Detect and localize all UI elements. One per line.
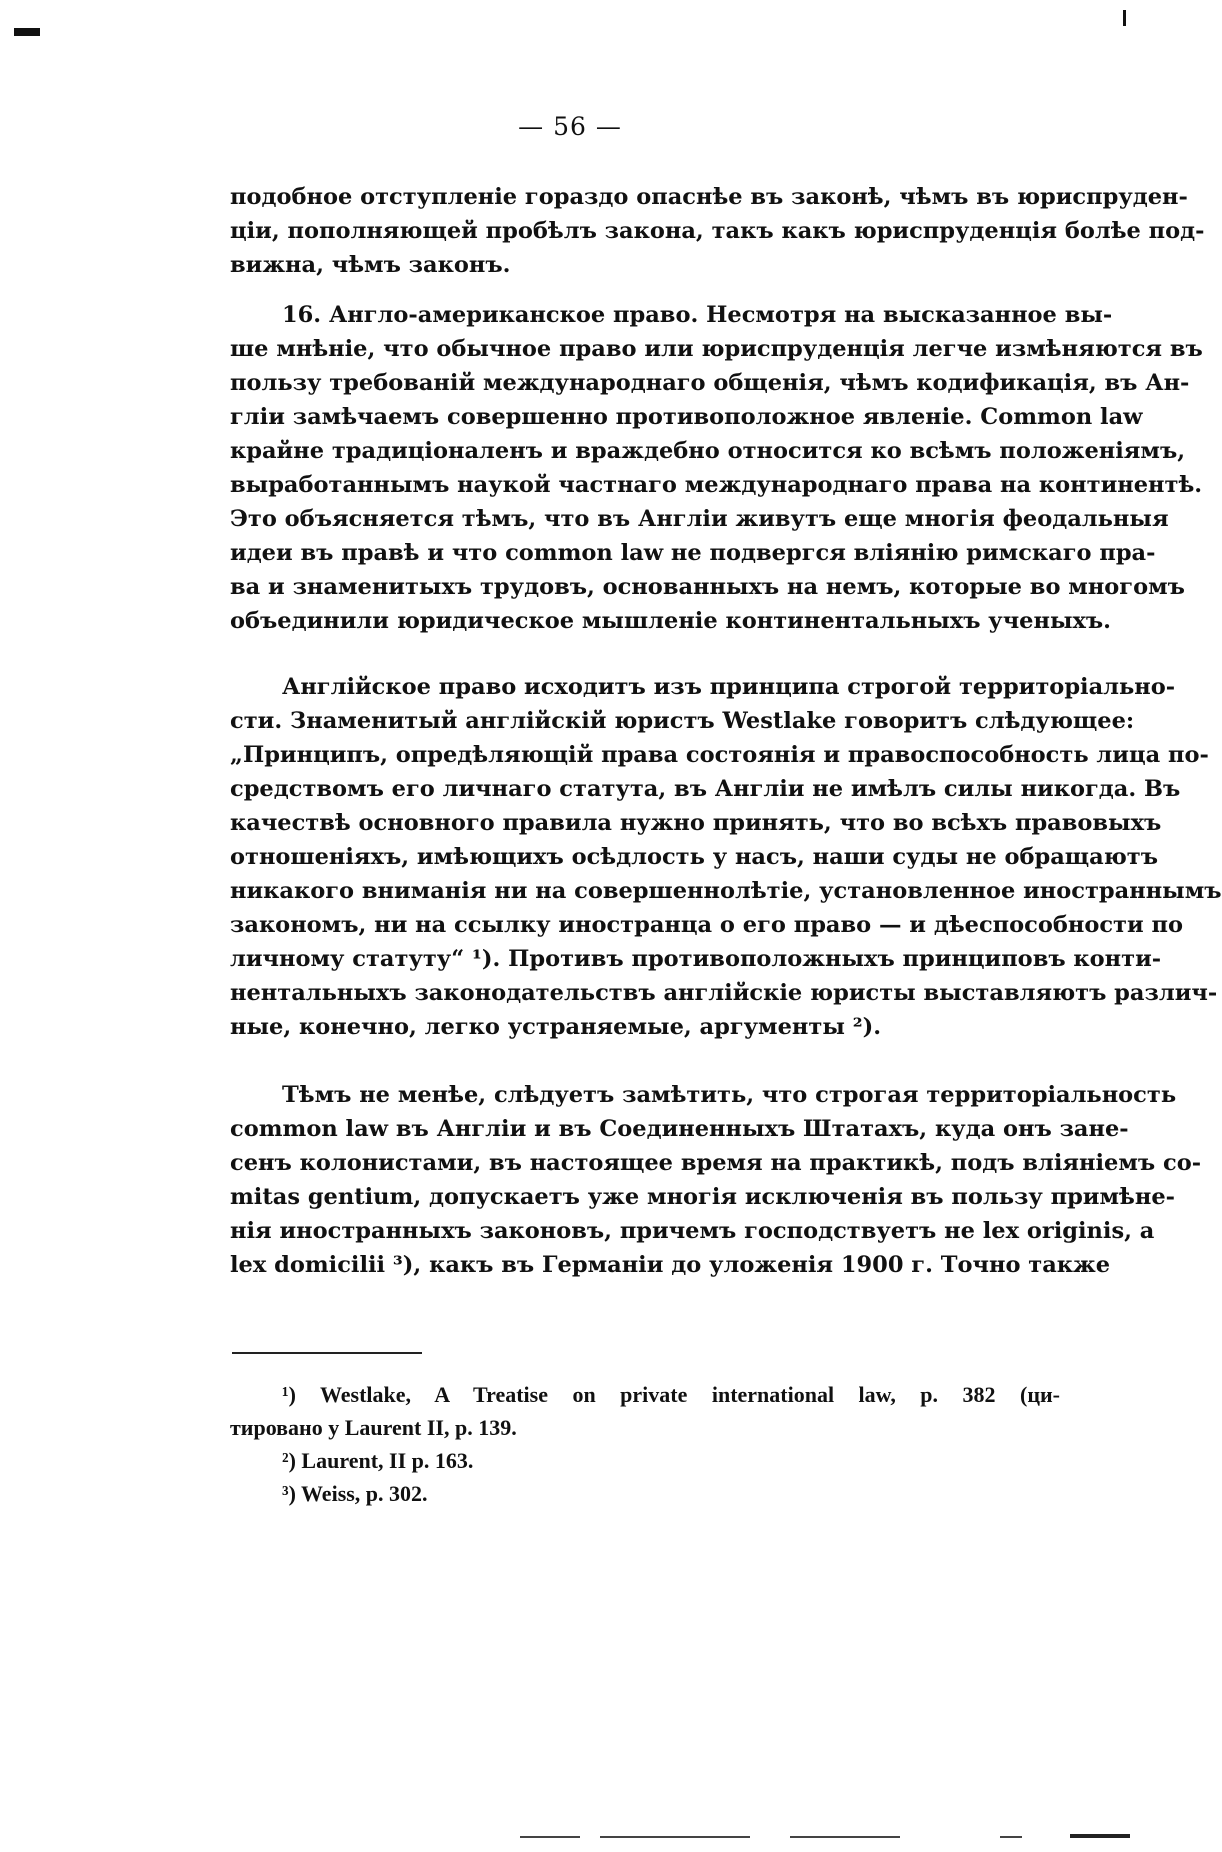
scan-artifact-top-left	[14, 28, 40, 36]
page-number: — 56 —	[518, 112, 622, 141]
text-line: сти. Знаменитый англійскій юристъ Westlake говоритъ слѣдующее:	[230, 708, 1135, 734]
text-line: ше мнѣніе, что обычное право или юриспруденція легче измѣняются въ	[230, 336, 1203, 362]
text-line: крайне традиціоналенъ и враждебно относится ко всѣмъ положеніямъ,	[230, 438, 1186, 464]
text-line: качествѣ основного правила нужно принять, что во всѣхъ правовыхъ	[230, 810, 1162, 836]
text-line: lex domicilii ³), какъ въ Германіи до уложенія 1900 г. Точно также	[230, 1252, 1111, 1278]
text-line: пользу требованій международнаго общенія, чѣмъ кодификація, въ Ан-	[230, 370, 1190, 396]
text-line: гліи замѣчаемъ совершенно противоположное явленіе. Common law	[230, 404, 1143, 430]
scan-artifact-bottom	[600, 1836, 750, 1838]
text-line: common law въ Англіи и въ Соединенныхъ Штатахъ, куда онъ зане-	[230, 1116, 1129, 1142]
scan-artifact-bottom	[1000, 1836, 1022, 1838]
scan-artifact-top-right	[1123, 10, 1126, 26]
text-line: закономъ, ни на ссылку иностранца о его право — и дѣеспособности по	[230, 912, 1183, 938]
text-line: личному статуту“ ¹). Противъ противоположныхъ принциповъ конти-	[230, 946, 1162, 972]
text-line: ціи, пополняющей пробѣлъ закона, такъ какъ юриспруденція болѣе под-	[230, 218, 1205, 244]
text-line: Это объясняется тѣмъ, что въ Англіи живутъ еще многія феодальныя	[230, 506, 1169, 532]
text-line: ные, конечно, легко устраняемые, аргументы ²).	[230, 1014, 882, 1040]
paragraph-3	[230, 670, 1222, 1044]
footnotes	[230, 1378, 1060, 1510]
paragraph-1	[230, 180, 1205, 282]
text-line: отношеніяхъ, имѣющихъ осѣдлость у насъ, наши суды не обращаютъ	[230, 844, 1158, 870]
text-line: вижна, чѣмъ законъ.	[230, 252, 511, 278]
footnote-line: тировано у Laurent II, p. 139.	[230, 1415, 517, 1440]
text-line: ва и знаменитыхъ трудовъ, основанныхъ на немъ, которые во многомъ	[230, 574, 1185, 600]
text-line: „Принципъ, опредѣляющій права состоянія и правоспособность лица по-	[230, 742, 1209, 768]
text-line: выработаннымъ наукой частнаго международнаго права на континентѣ.	[230, 472, 1203, 498]
text-line: сенъ колонистами, въ настоящее время на практикѣ, подъ вліяніемъ co-	[230, 1150, 1202, 1176]
paragraph-4	[230, 1078, 1202, 1282]
footnote-line: ²) Laurent, II p. 163.	[282, 1448, 474, 1473]
paragraph-2	[230, 298, 1203, 638]
scan-artifact-bottom	[520, 1836, 580, 1838]
text-line: никакого вниманія ни на совершеннолѣтіе, установленное иностраннымъ	[230, 878, 1222, 904]
text-line: нентальныхъ законодательствъ англійскіе юристы выставляютъ различ-	[230, 980, 1218, 1006]
text-line: средствомъ его личнаго статута, въ Англіи не имѣлъ силы никогда. Въ	[230, 776, 1181, 802]
footnote-line: ¹) Westlake, A Treatise on private international law, p. 382 (ци-	[282, 1382, 1060, 1407]
scan-artifact-bottom	[1070, 1834, 1130, 1838]
text-line: Тѣмъ не менѣе, слѣдуетъ замѣтить, что строгая территоріальность	[282, 1082, 1177, 1108]
text-line: 16. Англо-американское право. Несмотря на высказанное вы-	[282, 302, 1113, 328]
footnote-divider	[232, 1352, 422, 1354]
text-line: подобное отступленіе гораздо опаснѣе въ законѣ, чѣмъ въ юриспруден-	[230, 184, 1188, 210]
scan-artifact-bottom	[790, 1836, 900, 1838]
text-line: объединили юридическое мышленіе континентальныхъ ученыхъ.	[230, 608, 1112, 634]
text-line: mitas gentium, допускаетъ уже многія исключенія въ пользу примѣне-	[230, 1184, 1175, 1210]
footnote-line: ³) Weiss, p. 302.	[282, 1481, 428, 1506]
text-line: нія иностранныхъ законовъ, причемъ господствуетъ не lex originis, а	[230, 1218, 1155, 1244]
text-line: Англійское право исходитъ изъ принципа строгой территоріально-	[282, 674, 1176, 700]
text-line: идеи въ правѣ и что common law не подвергся вліянію римскаго пра-	[230, 540, 1156, 566]
